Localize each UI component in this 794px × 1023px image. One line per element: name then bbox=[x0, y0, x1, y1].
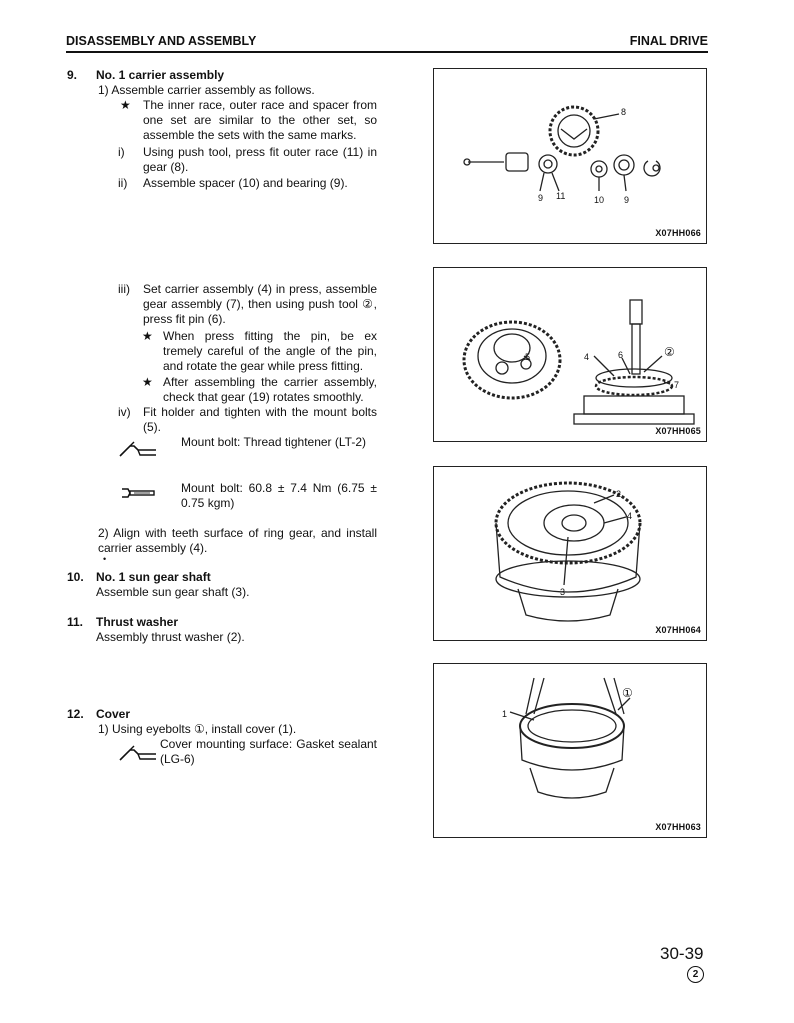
s9-iv-mark: iv) bbox=[118, 405, 131, 419]
s9-iii-text: Set carrier assembly (4) in press, assemble gear assembly (7), then using push tool ②, press fit pin (6). bbox=[143, 282, 377, 326]
bearing-parts-illustration bbox=[434, 69, 708, 245]
tool-label-1: ① bbox=[622, 686, 633, 700]
s9-step-1: 1) Assemble carrier assembly as follows. bbox=[98, 83, 315, 97]
s10-title: No. 1 sun gear shaft bbox=[96, 570, 211, 584]
star-mark: ★ bbox=[142, 375, 153, 389]
part-label-3: 3 bbox=[560, 587, 566, 597]
s12-number: 12. bbox=[67, 707, 84, 721]
final-drive-housing-illustration bbox=[434, 467, 708, 642]
header-section-title: DISASSEMBLY AND ASSEMBLY bbox=[66, 34, 257, 48]
part-label-6: 6 bbox=[618, 350, 624, 360]
sealant-icon bbox=[118, 744, 158, 764]
s11-title: Thrust washer bbox=[96, 615, 179, 629]
s9-note-2: When press fitting the pin, be ex tremely careful of the angle of the pin, and rotate the gear while press fitting. bbox=[163, 329, 377, 373]
s9-ii-text: Assemble spacer (10) and bearing (9). bbox=[143, 176, 348, 190]
star-mark: ★ bbox=[142, 329, 153, 343]
s12-sealant-spec: Cover mounting surface: Gasket sealant (LG-6) bbox=[160, 737, 377, 766]
s9-iii-mark: iii) bbox=[118, 282, 130, 296]
figure-x07hh066 bbox=[433, 68, 707, 244]
s9-step-2: 2) Align with teeth surface of ring gear, and install carrier assembly (4). bbox=[98, 526, 377, 555]
part-label-8: 8 bbox=[621, 107, 627, 117]
s11-number: 11. bbox=[67, 615, 84, 629]
figure-code: X07HH063 bbox=[655, 822, 701, 832]
cover-lifting-illustration bbox=[434, 664, 708, 839]
figure-code: X07HH065 bbox=[655, 426, 701, 436]
figure-code: X07HH064 bbox=[655, 625, 701, 635]
s10-text: Assemble sun gear shaft (3). bbox=[96, 585, 250, 599]
s12-step-1: 1) Using eyebolts ①, install cover (1). bbox=[98, 722, 297, 736]
part-label-4: 4 bbox=[584, 352, 590, 362]
s9-number: 9. bbox=[67, 68, 78, 82]
figure-x07hh065 bbox=[433, 267, 707, 442]
tool-label-2: ② bbox=[664, 345, 675, 359]
stray-dot: • bbox=[103, 554, 107, 564]
part-label-4: 4 bbox=[627, 511, 633, 521]
s12-title: Cover bbox=[96, 707, 131, 721]
sealant-icon bbox=[118, 440, 158, 460]
s10-number: 10. bbox=[67, 570, 84, 584]
s9-note-1: The inner race, outer race and spacer from one set are similar to the other set, so assemble the sets with the same marks. bbox=[143, 98, 377, 142]
part-label-11: 11 bbox=[556, 191, 566, 201]
s9-i-mark: i) bbox=[118, 145, 125, 159]
figure-code: X07HH066 bbox=[655, 228, 701, 238]
torque-wrench-icon bbox=[120, 485, 156, 501]
part-label-1: 1 bbox=[502, 709, 508, 719]
part-label-2: 2 bbox=[616, 489, 622, 499]
part-label-9b: 9 bbox=[624, 195, 630, 205]
s9-title: No. 1 carrier assembly bbox=[96, 68, 225, 82]
figure-x07hh064 bbox=[433, 466, 707, 641]
part-label-10: 10 bbox=[594, 195, 605, 205]
star-mark: ★ bbox=[120, 98, 131, 112]
s11-text: Assembly thrust washer (2). bbox=[96, 630, 245, 644]
part-label-5: 5 bbox=[525, 352, 531, 362]
s9-i-text: Using push tool, press fit outer race (11) in gear (8). bbox=[143, 145, 377, 174]
figure-x07hh063 bbox=[433, 663, 707, 838]
s9-note-3: After assembling the carrier assembly, check that gear (19) rotates smoothly. bbox=[163, 375, 377, 404]
header-chapter-title: FINAL DRIVE bbox=[629, 34, 708, 48]
part-label-7: 7 bbox=[674, 380, 680, 390]
page-number: 30-39 bbox=[660, 944, 704, 963]
s9-ii-mark: ii) bbox=[118, 176, 128, 190]
revision-mark: 2 bbox=[687, 966, 704, 983]
torque-spec: Mount bolt: 60.8 ± 7.4 Nm (6.75 ± 0.75 kgm) bbox=[181, 481, 377, 510]
part-label-9: 9 bbox=[538, 193, 544, 203]
s9-iv-text: Fit holder and tighten with the mount bolts (5). bbox=[143, 405, 377, 434]
header-rule bbox=[66, 51, 708, 53]
sealant-spec: Mount bolt: Thread tightener (LT-2) bbox=[181, 435, 366, 449]
